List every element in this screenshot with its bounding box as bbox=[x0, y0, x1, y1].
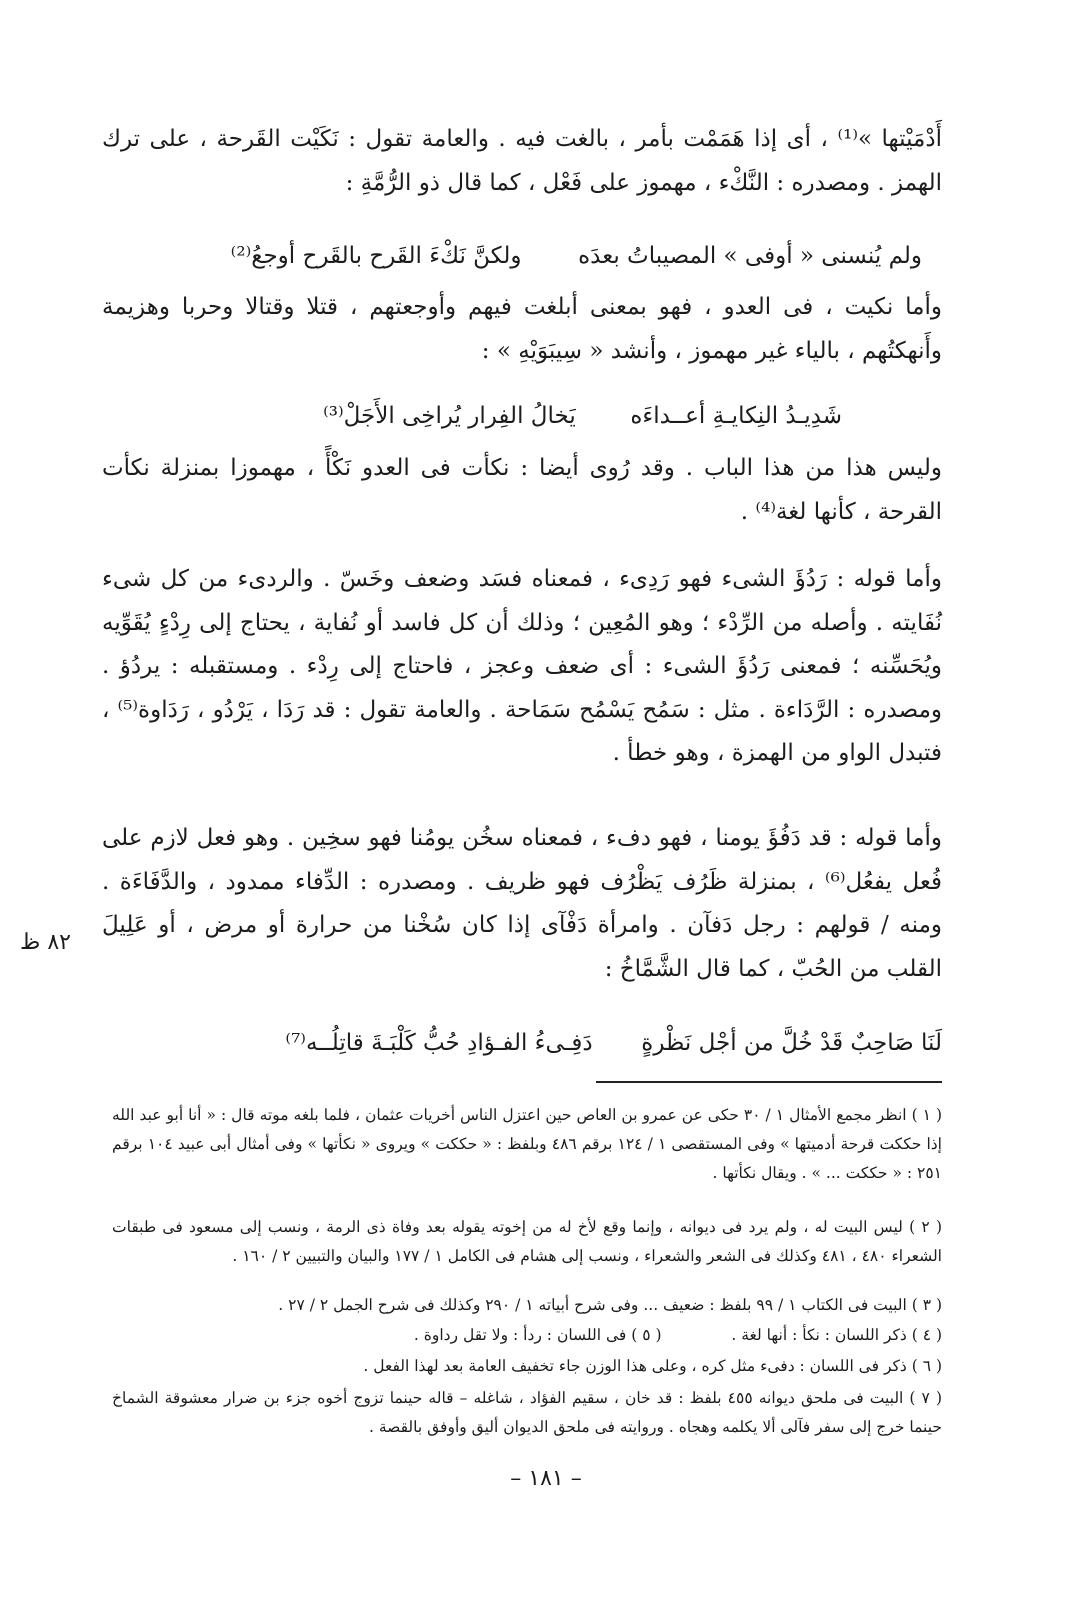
footnote-4: ( ٤ ) ذكر اللسان : نكأ : أنها لغة . bbox=[731, 1326, 942, 1344]
verse-1-hemistich-1: ولم يُنسنى « أوفى » المصيباتُ بعدَه bbox=[578, 243, 922, 269]
footnote-5: ( ٥ ) فى اللسان : ردأ : ولا تقل رداوة . bbox=[413, 1326, 662, 1344]
verse-3-hemistich-2: دَفِـىءُ الفـؤادِ حُبُّ كَلْبَـةَ قاتِلُــه⁽⁷⁾ bbox=[285, 1030, 593, 1056]
paragraph-1: أَدْمَيْتها »⁽¹⁾ ، أى إذا هَمَمْت بأمر ، بالغت فيه . والعامة تقول : نَكَيْت القَرحة ، على ترك الهمز . ومصدره : النَّكْء ، مهموز على فَعْل ، كما قال ذو الرُّمَّةِ : bbox=[102, 126, 942, 196]
footnote-2: ( ٢ ) ليس البيت له ، ولم يرد فى ديوانه ، وإنما وقع لأخ له من إخوته يقوله بعد وفاة ذى الرمة ، ونسب إلى مسعود فى طبقات الشعراء ٤٨٠ ، ٤٨١ وكذلك فى الشعر والشعراء ، ونسب إلى هشام فى الكامل ١ / ١٧٧ والبيان والتبيين ٢ / ١٦٠ . bbox=[112, 1218, 942, 1265]
paragraph-5: وأما قوله : قد دَفُؤَ يومنا ، فهو دفء ، فمعناه سخُن يومُنا فهو سخِين . وهو فعل لازم على فُعل يفعُل⁽⁶⁾ ، بمنزلة ظَرُف يَظْرُف فهو ظريف . ومصدره : الدِّفاء ممدود ، والدَّفَاءَة . ومنه / قولهم : رجل دَفآن . وامرأة دَفْآى إذا كان سُخْنا من حرارة أو مرض ، أو عَلِيلَ القلب من الحُبّ ، كما قال الشَّمَّاخُ : bbox=[102, 825, 942, 982]
verse-2-hemistich-1: شَدِيـدُ النِكايـةِ أعــداءَه bbox=[630, 403, 842, 429]
verse-3 bbox=[285, 1023, 942, 1063]
paragraph-3: وليس هذا من هذا الباب . وقد رُوى أيضا : نكأت فى العدو نَكْأً ، مهموزا بمنزلة نكأت القرحة ، كأنها لغة⁽⁴⁾ . bbox=[102, 455, 942, 525]
verse-1-hemistich-2: ولكنَّ نَكْءَ القَرح بالقَرح أوجعُ⁽²⁾ bbox=[230, 243, 522, 269]
verse-3-hemistich-1: لَنَا صَاحِبٌ قَدْ خُلَّ من أجْل نَظْرةٍ bbox=[641, 1030, 942, 1056]
footnote-7: ( ٧ ) البيت فى ملحق ديوانه ٤٥٥ بلفظ : قد خان ، سقيم الفؤاد ، شاغله – قاله حينما تزوج أخوه جزء بن ضرار معشوقة الشماخ حينما خرج إلى سفر فآلى ألا يكلمه وهجاه . وروايته فى ملحق الديوان أليق وأوفق بالقصة . bbox=[112, 1389, 942, 1436]
footnote-6: ( ٦ ) ذكر فى اللسان : دفىء مثل كره ، وعلى هذا الوزن جاء تخفيف العامة بعد لهذا الفعل . bbox=[363, 1357, 942, 1375]
verse-2 bbox=[323, 396, 842, 436]
page-number: – ١٨١ – bbox=[510, 1466, 582, 1491]
verse-2-hemistich-2: يَخالُ الفِرار يُراخِى الأَجَلْ⁽³⁾ bbox=[323, 403, 576, 429]
footnote-3: ( ٣ ) البيت فى الكتاب ١ / ٩٩ بلفظ : ضعيف ... وفى شرح أبياته ١ / ٢٩٠ وكذلك فى شرح الجمل ٢ / ٢٧ . bbox=[278, 1296, 942, 1314]
paragraph-4: وأما قوله : رَدُؤَ الشىء فهو رَدِىء ، فمعناه فسَد وضعف وخَسّ . والردىء من كل شىء نُفَايته . وأصله من الرِّدْء ؛ وهو المُعِين ؛ وذلك أن كل فاسد أو نُفاية ، يحتاج إلى رِدْءٍ يُقَوِّيه ويُحَسِّنه ؛ فمعنى رَدُؤَ الشىء : أى ضعف وعجز ، فاحتاج إلى رِدْء . ومستقبله : يردُؤ . ومصدره : الرَّدَاءة . مثل : سَمُح يَسْمُح سَمَاحة . والعامة تقول : قد رَدَا ، يَرْدُو ، رَدَاوة⁽⁵⁾ ، فتبدل الواو من الهمزة ، وهو خطأ . bbox=[102, 566, 942, 766]
folio-margin-note: ٨٢ ظ bbox=[20, 930, 71, 955]
verse-1 bbox=[231, 236, 922, 276]
paragraph-2: وأما نكيت ، فى العدو ، فهو بمعنى أبلغت فيهم وأوجعتهم ، قتلا وقتالا وحربا وهزيمة وأَنهكتُهم ، بالياء غير مهموز ، وأنشد « سِيبَوَيْهِ » : bbox=[102, 294, 942, 364]
footnote-1: ( ١ ) انظر مجمع الأمثال ١ / ٣٠ حكى عن عمرو بن العاص حين اعتزل الناس أخريات عثمان ، فلما بلغه موته قال : « أنا أبو عبد الله إذا حككت قرحة أدميتها » وفى المستقصى ١ / ١٢٤ برقم ٤٨٦ وبلفظ : « حككت » ويروى « نكأتها » وفى أمثال أبى عبيد ١٠٤ برقم ٢٥١ : « حككت ... » . ويقال نكأتها . bbox=[112, 1106, 942, 1182]
footnote-separator bbox=[596, 1081, 942, 1083]
footnote-row-4-5 bbox=[112, 1321, 942, 1350]
